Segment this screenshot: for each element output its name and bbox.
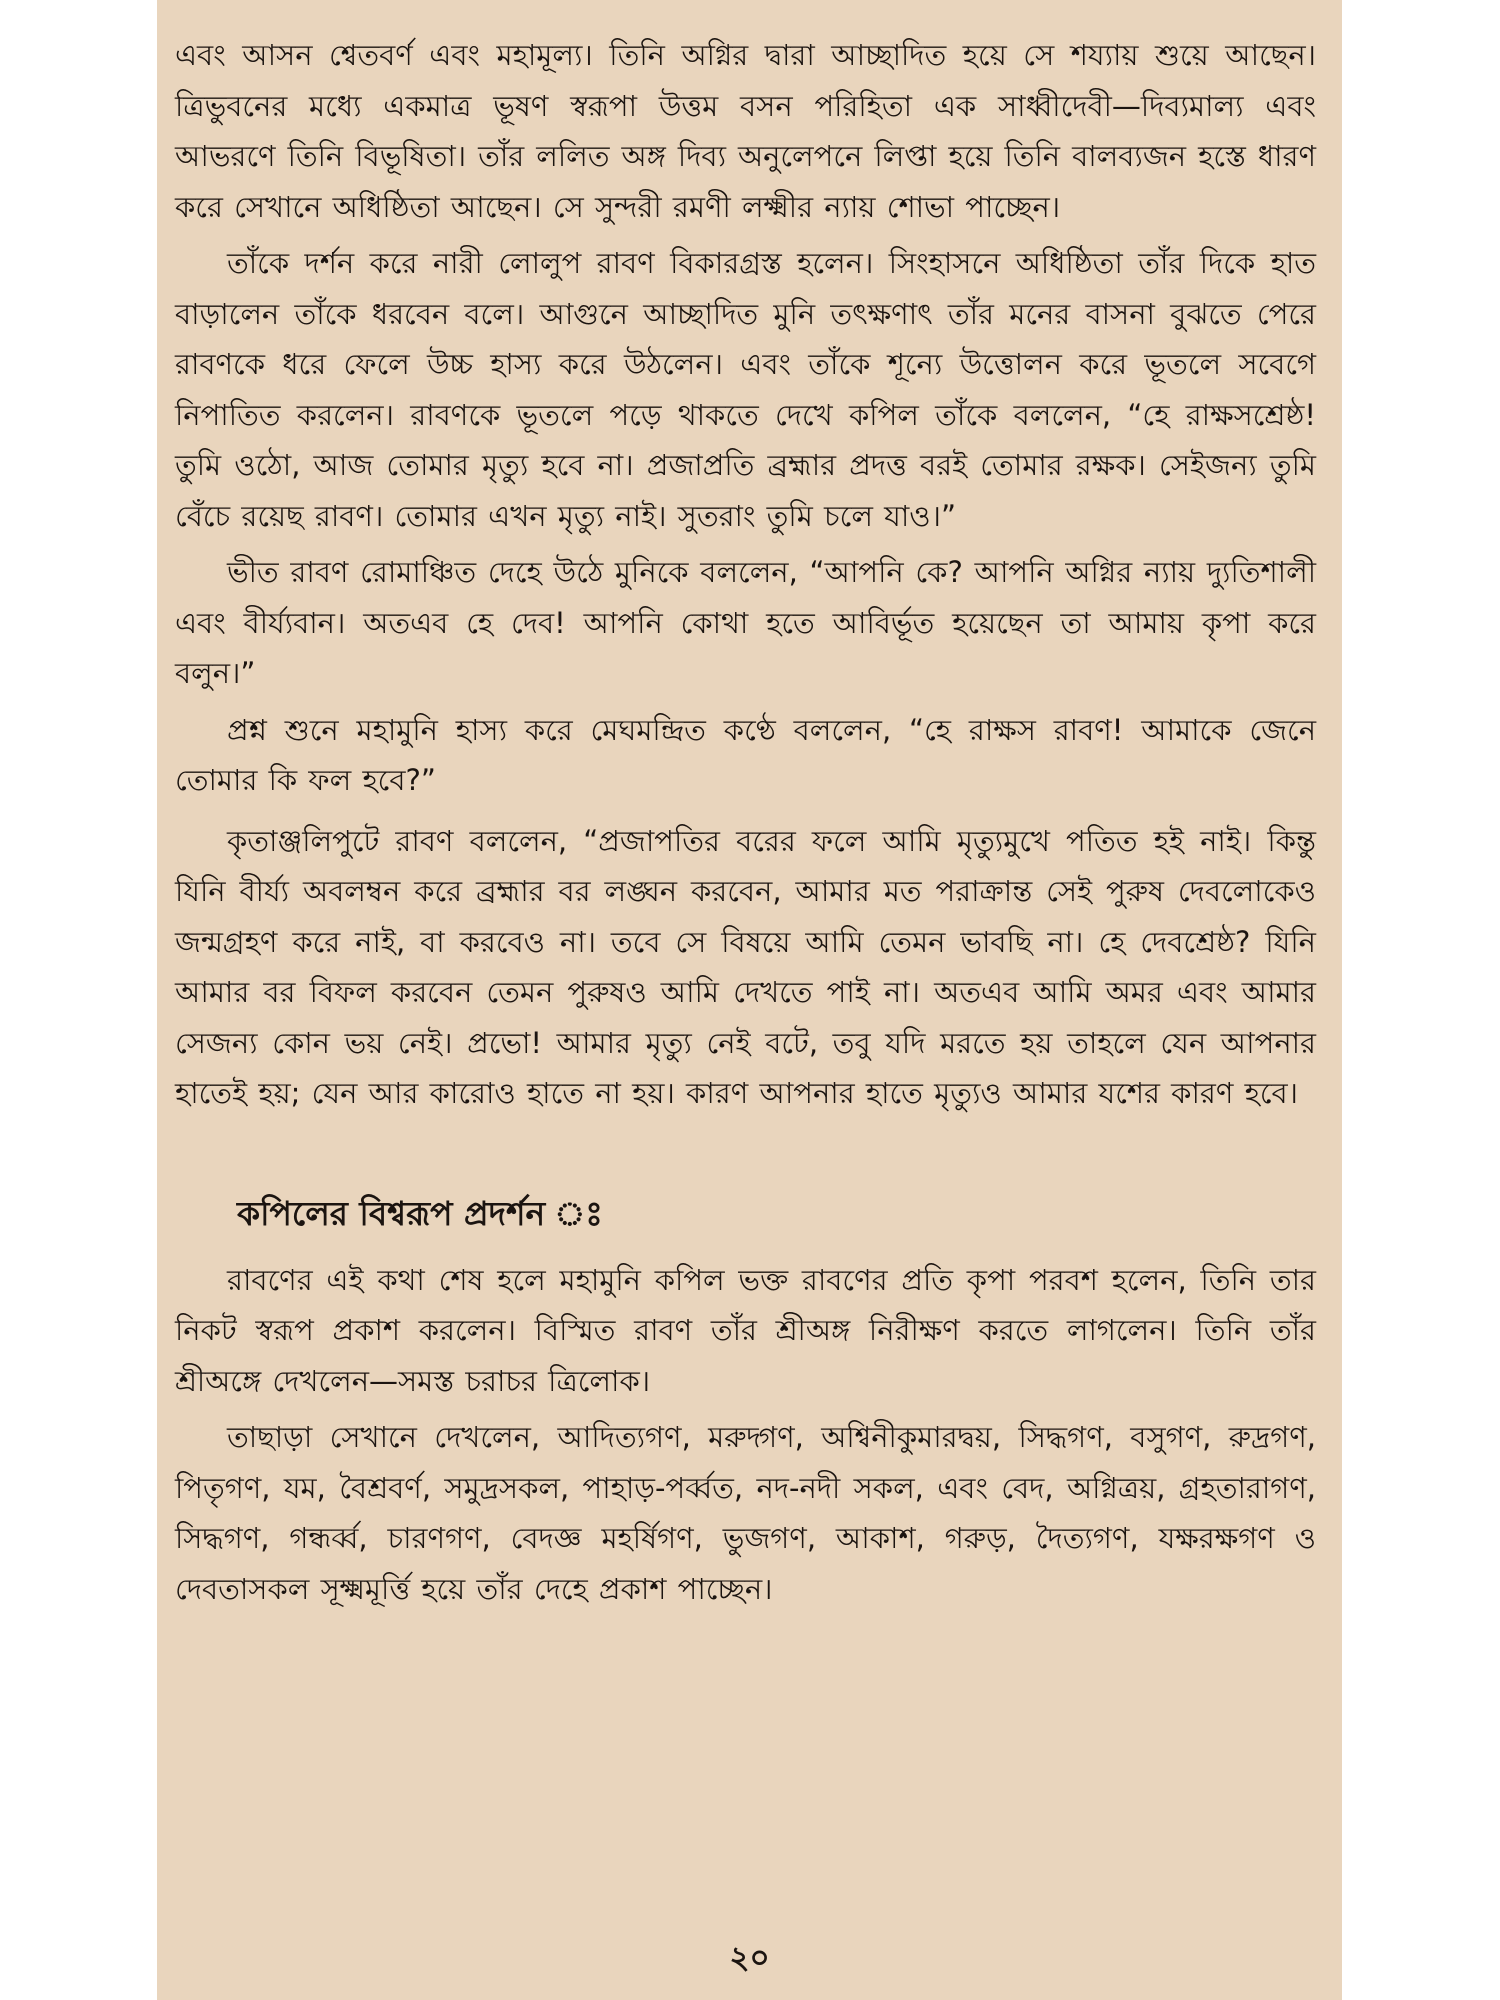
paragraph: প্রশ্ন শুনে মহামুনি হাস্য করে মেঘমন্দ্রিত কণ্ঠে বললেন, “হে রাক্ষস রাবণ! আমাকে জেনে তোমার কি ফল হবে?” [175, 712, 1316, 797]
page-number: ২০ [729, 1940, 770, 1976]
paragraph: কৃতাঞ্জলিপুটে রাবণ বললেন, “প্রজাপতির বরের ফলে আমি মৃত্যুমুখে পতিত হই নাই। কিন্তু যিনি বীর্য্য অবলম্বন করে ব্রহ্মার বর লঙ্ঘন করবেন, আমার মত পরাক্রান্ত সেই পুরুষ দেবলোকেও জন্মগ্রহণ করে নাই, বা করবেও না। তবে সে বিষয়ে আমি তেমন ভাবছি না। হে দেবশ্রেষ্ঠ? যিনি আমার বর বিফল করবেন তেমন পুরুষও আমি দেখতে পাই না। অতএব আমি অমর এবং আমার সেজন্য কোন ভয় নেই। প্রভো! আমার মৃত্যু নেই বটে, তবু যদি মরতে হয় তাহলে যেন আপনার হাতেই হয়; যেন আর কারোও হাতে না হয়। কারণ আপনার হাতে মৃত্যুও আমার যশের কারণ হবে। [175, 823, 1316, 1110]
book-page [157, 0, 1342, 2000]
paragraph: তাঁকে দর্শন করে নারী লোলুপ রাবণ বিকারগ্রস্ত হলেন। সিংহাসনে অধিষ্ঠিতা তাঁর দিকে হাত বাড়ালেন তাঁকে ধরবেন বলে। আগুনে আচ্ছাদিত মুনি তৎক্ষণাৎ তাঁর মনের বাসনা বুঝতে পেরে রাবণকে ধরে ফেলে উচ্চ হাস্য করে উঠলেন। এবং তাঁকে শূন্যে উত্তোলন করে ভূতলে সবেগে নিপাতিত করলেন। রাবণকে ভূতলে পড়ে থাকতে দেখে কপিল তাঁকে বললেন, “হে রাক্ষসশ্রেষ্ঠ! তুমি ওঠো, আজ তোমার মৃত্যু হবে না। প্রজাপ্রতি ব্রহ্মার প্রদত্ত বরই তোমার রক্ষক। সেইজন্য তুমি বেঁচে রয়েছ রাবণ। তোমার এখন মৃত্যু নাই। সুতরাং তুমি চলে যাও।” [175, 246, 1316, 533]
paragraph: রাবণের এই কথা শেষ হলে মহামুনি কপিল ভক্ত রাবণের প্রতি কৃপা পরবশ হলেন, তিনি তার নিকট স্বরূপ প্রকাশ করলেন। বিস্মিত রাবণ তাঁর শ্রীঅঙ্গ নিরীক্ষণ করতে লাগলেন। তিনি তাঁর শ্রীঅঙ্গে দেখলেন—সমস্ত চরাচর ত্রিলোক। [175, 1262, 1316, 1398]
paragraph: এবং আসন শ্বেতবর্ণ এবং মহামূল্য। তিনি অগ্নির দ্বারা আচ্ছাদিত হয়ে সে শয্যায় শুয়ে আছেন। ত্রিভুবনের মধ্যে একমাত্র ভূষণ স্বরূপা উত্তম বসন পরিহিতা এক সাধ্বীদেবী—দিব্যমাল্য এবং আভরণে তিনি বিভূষিতা। তাঁর ললিত অঙ্গ দিব্য অনুলেপনে লিপ্তা হয়ে তিনি বালব্যজন হস্তে ধারণ করে সেখানে অধিষ্ঠিতা আছেন। সে সুন্দরী রমণী লক্ষ্মীর ন্যায় শোভা পাচ্ছেন। [175, 38, 1316, 224]
paragraph: ভীত রাবণ রোমাঞ্চিত দেহে উঠে মুনিকে বললেন, “আপনি কে? আপনি অগ্নির ন্যায় দ্যুতিশালী এবং বীর্য্যবান। অতএব হে দেব! আপনি কোথা হতে আবির্ভূত হয়েছেন তা আমায় কৃপা করে বলুন।” [175, 555, 1316, 690]
paragraph: তাছাড়া সেখানে দেখলেন, আদিত্যগণ, মরুদ্গণ, অশ্বিনীকুমারদ্বয়, সিদ্ধগণ, বসুগণ, রুদ্রগণ, পিতৃগণ, যম, বৈশ্রবর্ণ, সমুদ্রসকল, পাহাড়-পর্ব্বত, নদ-নদী সকল, এবং বেদ, অগ্নিত্রয়, গ্রহতারাগণ, সিদ্ধগণ, গন্ধর্ব্ব, চারণগণ, বেদজ্ঞ মহর্ষিগণ, ভুজগণ, আকাশ, গরুড়, দৈত্যগণ, যক্ষরক্ষগণ ও দেবতাসকল সূক্ষ্মমূর্ত্তি হয়ে তাঁর দেহে প্রকাশ পাচ্ছেন। [175, 1420, 1316, 1606]
section-heading: কপিলের বিশ্বরূপ প্রদর্শন ঃ [237, 1193, 603, 1233]
